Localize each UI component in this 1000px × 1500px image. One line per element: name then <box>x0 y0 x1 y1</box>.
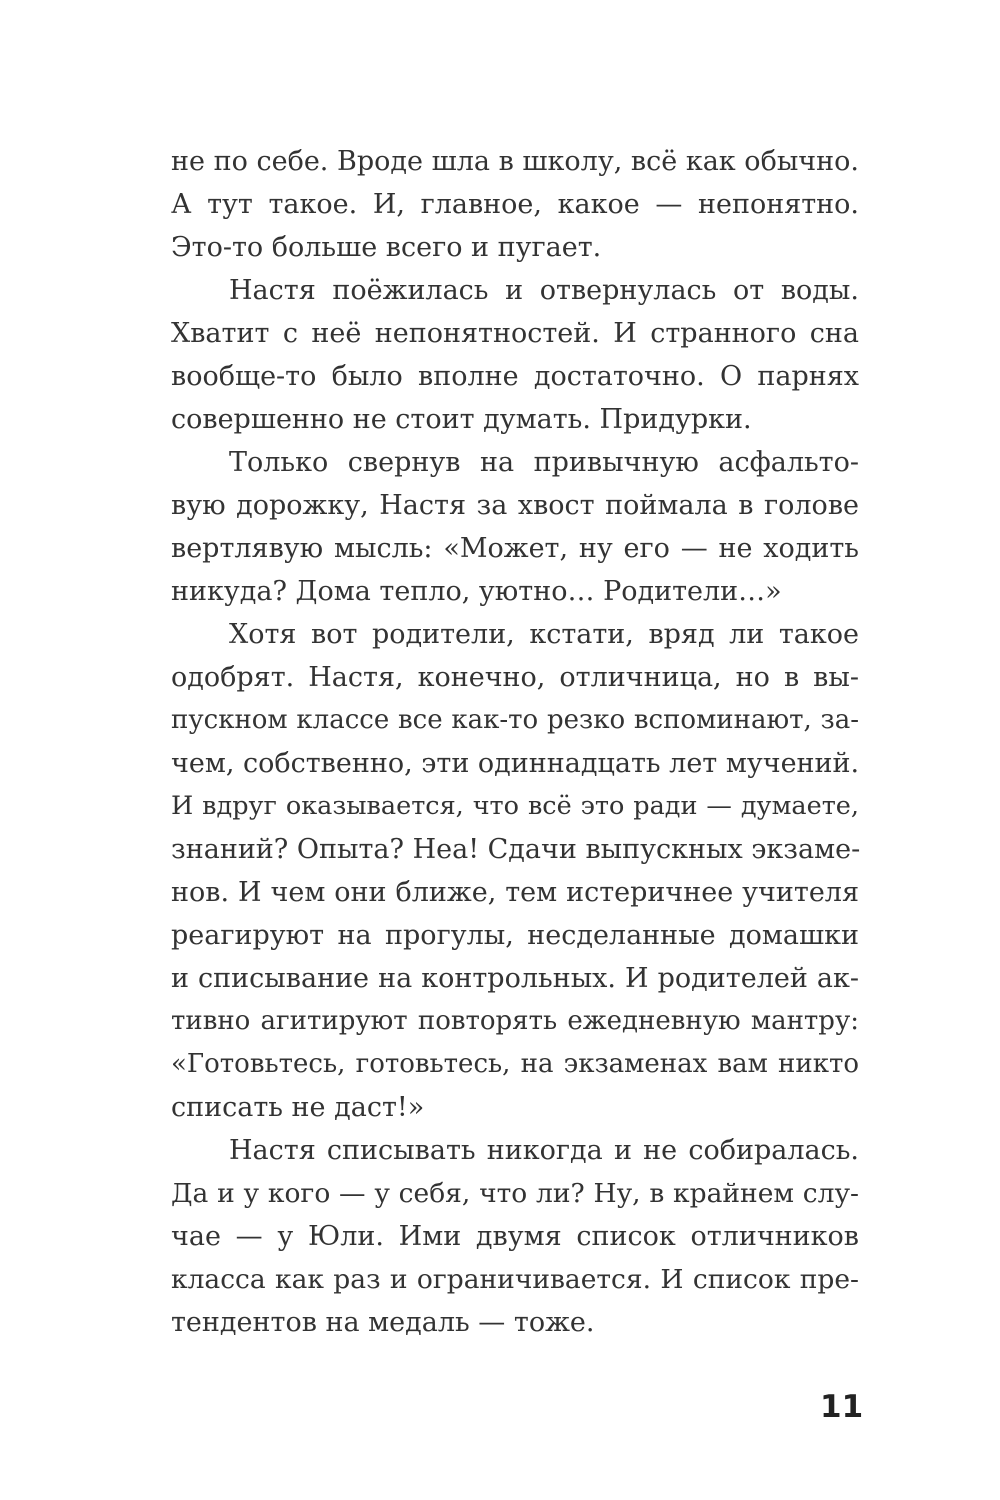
text-line: одобрят. Настя, конечно, отличница, но в вы- <box>171 662 859 693</box>
text-line: чем, собственно, эти одиннадцать лет мучений. <box>171 748 860 779</box>
text-line: вую дорожку, Настя за хвост поймала в голове <box>171 490 859 521</box>
text-line: реагируют на прогулы, несделанные домашки <box>171 920 859 951</box>
text-line: А тут такое. И, главное, какое — непонятно. <box>171 189 859 220</box>
text-line: «Готовьтесь, готовьтесь, на экзаменах вам никто <box>171 1049 859 1079</box>
body-text <box>171 140 859 1344</box>
paragraph <box>171 140 859 269</box>
text-line: Настя поёжилась и отвернулась от воды. <box>229 275 859 306</box>
text-line: тендентов на медаль — тоже. <box>171 1307 595 1338</box>
paragraph <box>171 1129 859 1344</box>
page-number: 11 <box>820 1389 864 1425</box>
text-line: никуда? Дома тепло, уютно… Родители…» <box>171 576 782 607</box>
text-line: тивно агитируют повторять ежедневную мантру: <box>171 1006 859 1036</box>
paragraph <box>171 613 859 1129</box>
text-line: вообще-то было вполне достаточно. О парнях <box>171 361 859 392</box>
paragraph <box>171 441 859 613</box>
text-line: списать не даст!» <box>171 1092 425 1123</box>
text-line: Настя списывать никогда и не собиралась. <box>229 1135 859 1166</box>
text-line: совершенно не стоит думать. Придурки. <box>171 404 752 435</box>
text-line: Да и у кого — у себя, что ли? Ну, в крайнем слу- <box>171 1178 859 1209</box>
text-line: Хватит с неё непонятностей. И странного сна <box>171 318 859 349</box>
text-line: Только свернув на привычную асфальто- <box>229 447 859 478</box>
text-line: Это-то больше всего и пугает. <box>171 232 602 263</box>
text-line: класса как раз и ограничивается. И список пре- <box>171 1264 859 1295</box>
text-line: знаний? Опыта? Неа! Сдачи выпускных экзаме- <box>171 834 861 865</box>
paragraph <box>171 269 859 441</box>
text-line: И вдруг оказывается, что всё это ради — думаете, <box>171 791 859 821</box>
text-line: пускном классе все как-то резко вспоминают, за- <box>171 705 859 735</box>
text-line: чае — у Юли. Ими двумя список отличников <box>171 1221 859 1252</box>
text-line: нов. И чем они ближе, тем истеричнее учителя <box>171 877 859 908</box>
text-line: не по себе. Вроде шла в школу, всё как обычно. <box>171 146 859 177</box>
text-line: вертлявую мысль: «Может, ну его — не ходить <box>171 533 859 564</box>
text-line: и списывание на контрольных. И родителей ак- <box>171 963 859 994</box>
text-line: Хотя вот родители, кстати, вряд ли такое <box>229 619 859 650</box>
